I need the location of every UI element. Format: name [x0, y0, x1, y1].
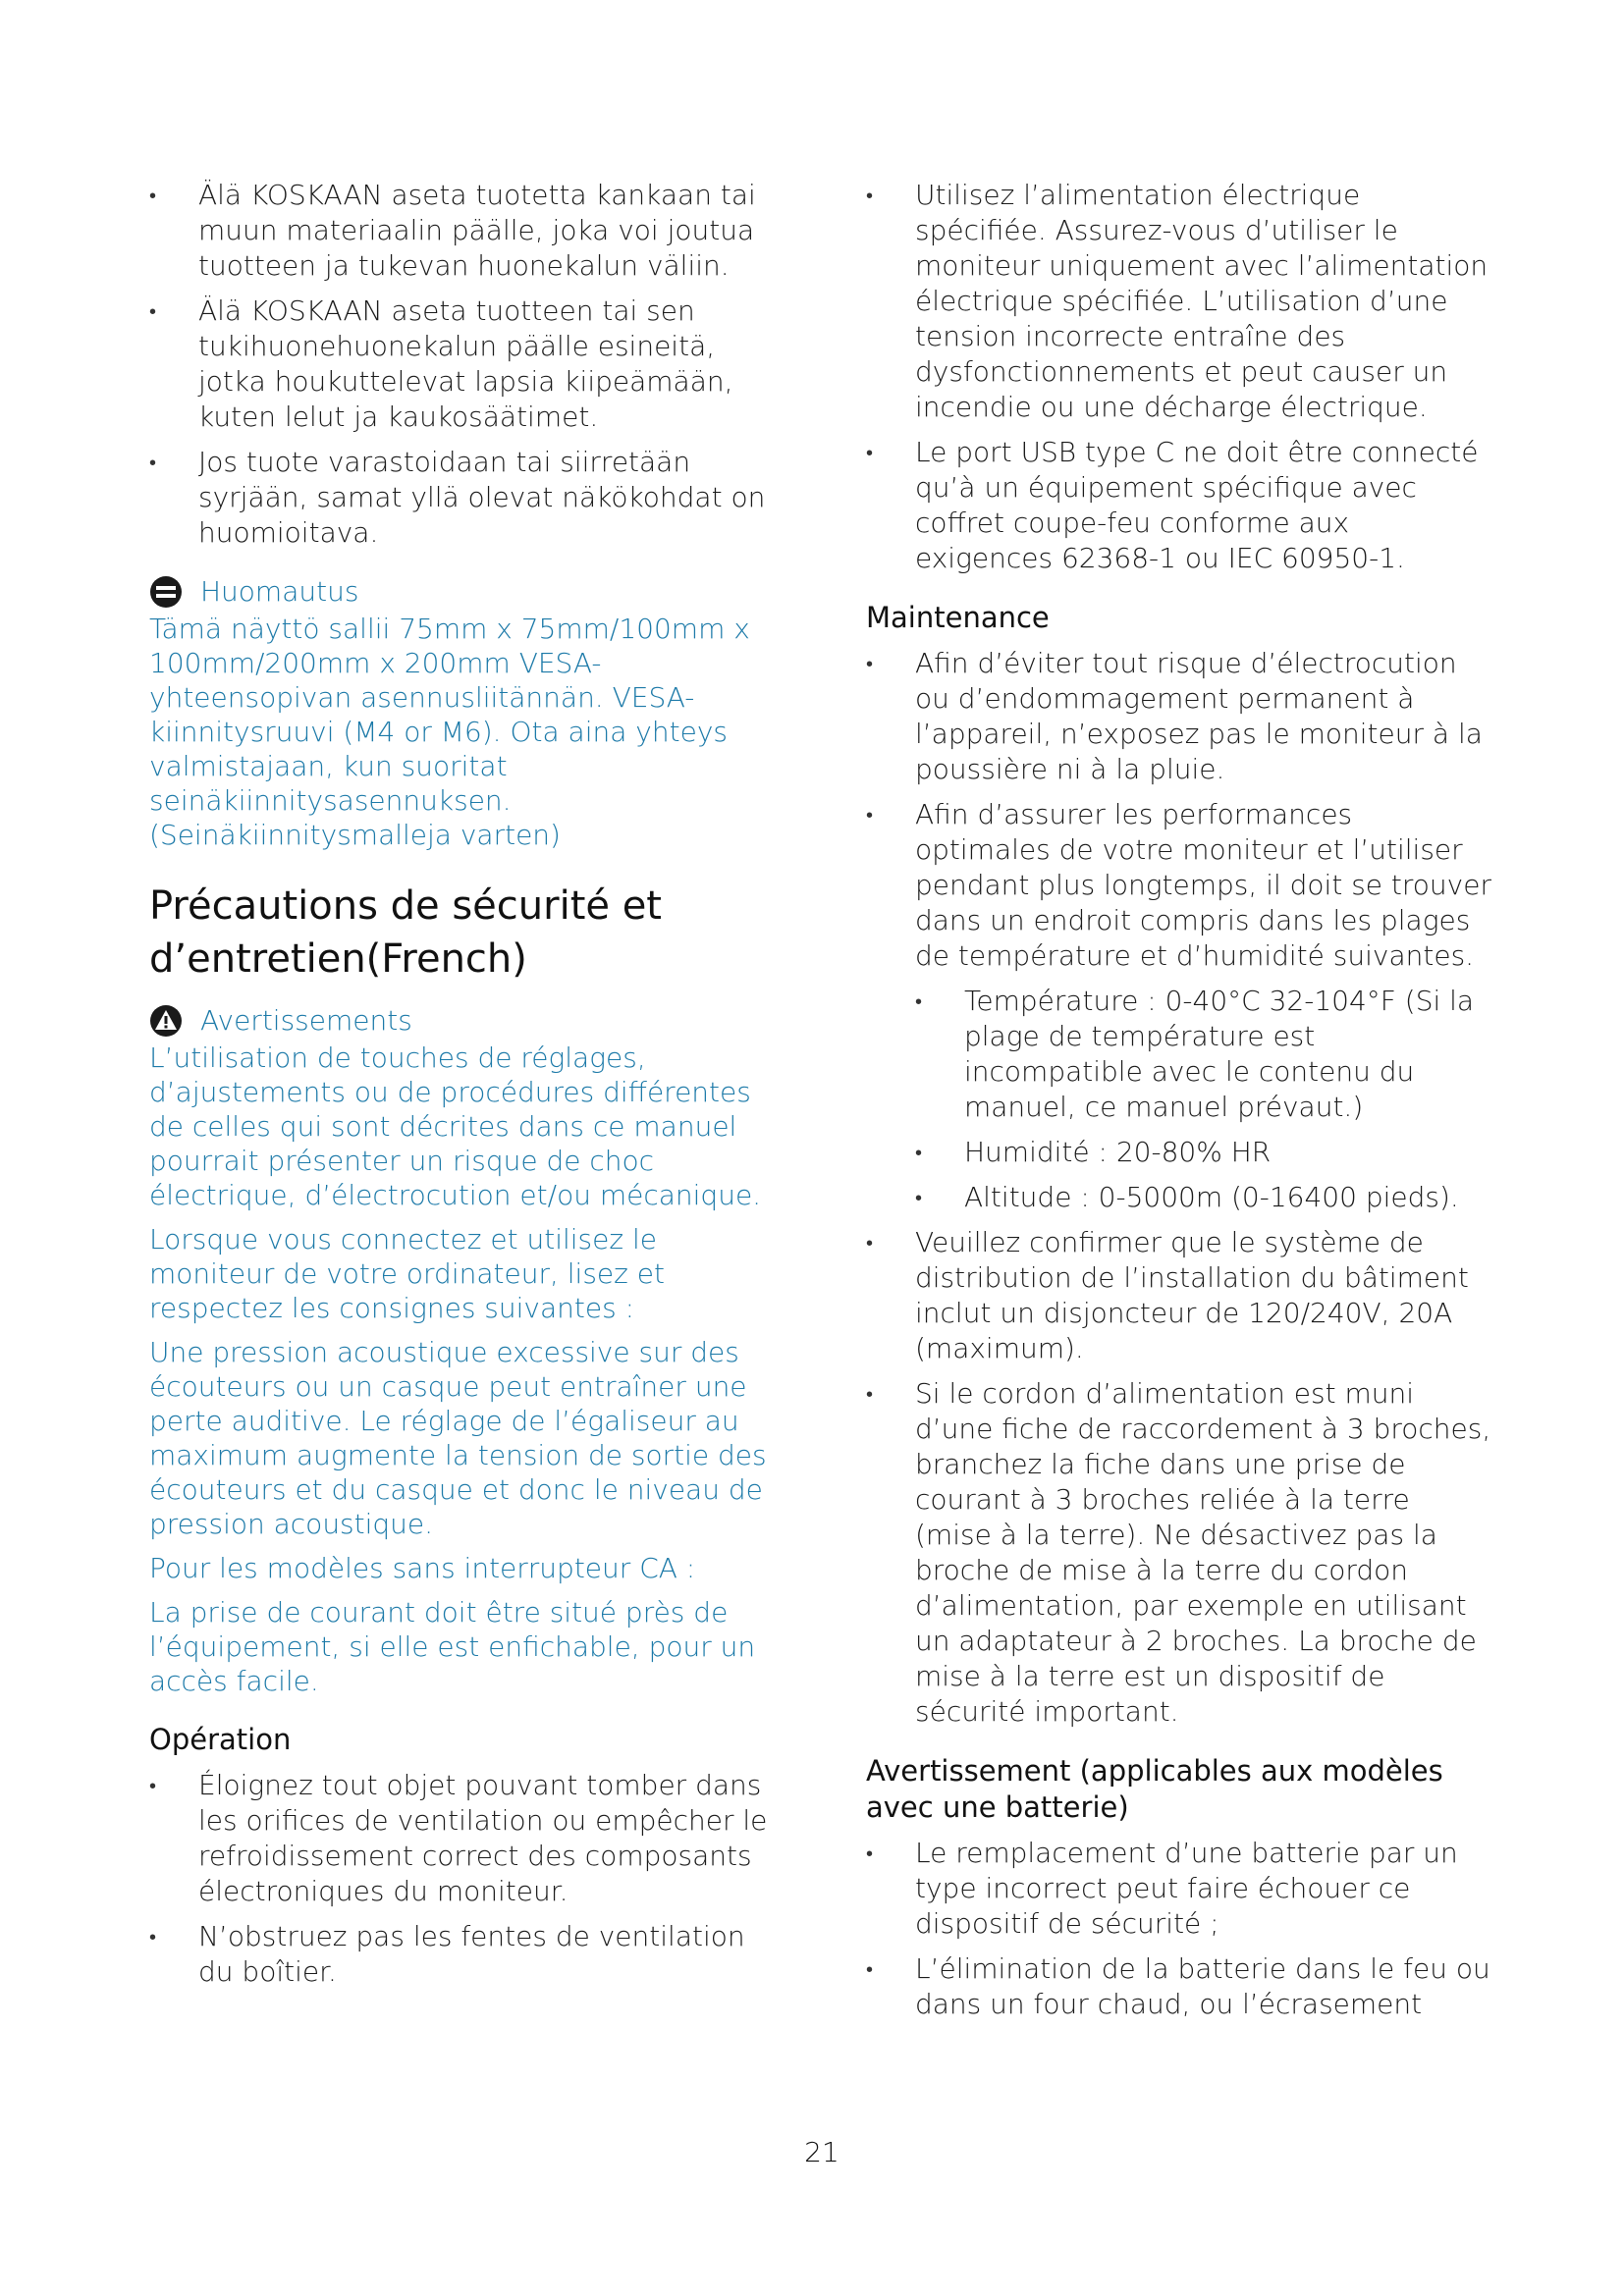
list-item: • L’élimination de la batterie dans le feu ou dans un four chaud, ou l’écrasement	[866, 1951, 1494, 2022]
list-item: • Afin d’éviter tout risque d’électrocution ou d’endommagement permanent à l’appareil, n’exposez pas le moniteur à la poussière ni à la pluie.	[866, 646, 1494, 787]
warning-paragraph: L’utilisation de touches de réglages, d’ajustements ou de procédures différentes de celles qui sont décrites dans ce manuel pourrait présenter un risque de choc électrique, d’électrocution et/ou mécanique.	[149, 1041, 762, 1211]
left-column	[149, 178, 778, 2000]
page-number: 21	[804, 2136, 839, 2168]
sub-list-item: • Altitude : 0-5000m (0-16400 pieds).	[915, 1180, 1494, 1215]
list-item: • Le remplacement d’une batterie par un type incorrect peut faire échouer ce dispositif de sécurité ;	[866, 1836, 1494, 1942]
section-title: Précautions de sécurité et d’entretien(French)	[149, 883, 662, 982]
list-item: • Veuillez confirmer que le système de distribution de l’installation du bâtiment inclut un disjoncteur de 120/240V, 20A (maximum).	[866, 1225, 1494, 1366]
list-item: • Si le cordon d’alimentation est muni d’une fiche de raccordement à 3 broches, branchez la fiche dans une prise de courant à 3 broches reliée à la terre (mise à la terre). Ne désactivez pas la broche de mise à la terre du cordon d’alimentation, par exemple en utilisant un adaptateur à 2 broches. La broche de mise à la terre est un dispositif de sécurité important.	[866, 1376, 1494, 1730]
list-item: • Älä KOSKAAN aseta tuotetta kankaan tai muun materiaalin päälle, joka voi joutua tuotteen ja tukevan huonekalun väliin.	[149, 178, 778, 284]
maintenance-heading: Maintenance	[866, 601, 1050, 634]
warning-heading-label: Avertissements	[200, 1004, 412, 1037]
warning-icon	[149, 1004, 183, 1038]
list-item: • N’obstruez pas les fentes de ventilation du boîtier.	[149, 1919, 778, 1990]
warning-paragraph: La prise de courant doit être situé près de l’équipement, si elle est enfichable, pour un accès facile.	[149, 1596, 756, 1697]
list-item: • Jos tuote varastoidaan tai siirretään syrjään, samat yllä olevat näkökohdat on huomioitava.	[149, 445, 778, 551]
warning-paragraph: Une pression acoustique excessive sur des écouteurs ou un casque peut entraîner une perte auditive. Le réglage de l’égaliseur au maximum augmente la tension de sortie des écouteurs et du casque et donc le niveau de pression acoustique.	[149, 1336, 767, 1540]
list-item: • Älä KOSKAAN aseta tuotteen tai sen tukihuonehuonekalun päälle esineitä, jotka houkuttelevat lapsia kiipeämään, kuten lelut ja kaukosäätimet.	[149, 294, 778, 435]
note-icon	[149, 575, 183, 609]
list-item: • Afin d’assurer les performances optimales de votre moniteur et l’utiliser pendant plus longtemps, il doit se trouver dans un endroit compris dans les plages de température et d’humidité suivantes.	[866, 797, 1494, 974]
warning-paragraph: Lorsque vous connectez et utilisez le moniteur de votre ordinateur, lisez et respectez les consignes suivantes :	[149, 1223, 665, 1324]
sub-list-item: • Température : 0-40°C 32-104°F (Si la plage de température est incompatible avec le contenu du manuel, ce manuel prévaut.)	[915, 984, 1494, 1125]
operation-heading: Opération	[149, 1723, 292, 1756]
right-column	[866, 178, 1494, 2032]
list-item: • Le port USB type C ne doit être connecté qu’à un équipement spécifique avec coffret coupe-feu conforme aux exigences 62368-1 ou IEC 60950-1.	[866, 435, 1494, 576]
note-heading	[149, 574, 778, 610]
sub-list-item: • Humidité : 20-80% HR	[915, 1135, 1494, 1170]
note-heading-label: Huomautus	[200, 575, 359, 608]
list-item: • Utilisez l’alimentation électrique spécifiée. Assurez-vous d’utiliser le moniteur uniquement avec l’alimentation électrique spécifiée. L’utilisation d’une tension incorrecte entraîne des dysfonctionnements et peut causer un incendie ou une décharge électrique.	[866, 178, 1494, 425]
warning-paragraph: Pour les modèles sans interrupteur CA :	[149, 1552, 696, 1584]
warning-heading	[149, 1003, 778, 1039]
battery-heading: Avertissement (applicables aux modèles avec une batterie)	[866, 1754, 1443, 1824]
list-item: • Éloignez tout objet pouvant tomber dans les orifices de ventilation ou empêcher le refroidissement correct des composants électroniques du moniteur.	[149, 1768, 778, 1909]
note-text: Tämä näyttö sallii 75mm x 75mm/100mm x 100mm/200mm x 200mm VESA-yhteensopivan asennusliitännän. VESA-kiinnitysruuvi (M4 or M6). Ota aina yhteys valmistajaan, kun suoritat seinäkiinnitysasennuksen. (Seinäkiinnitysmalleja varten)	[149, 613, 750, 851]
